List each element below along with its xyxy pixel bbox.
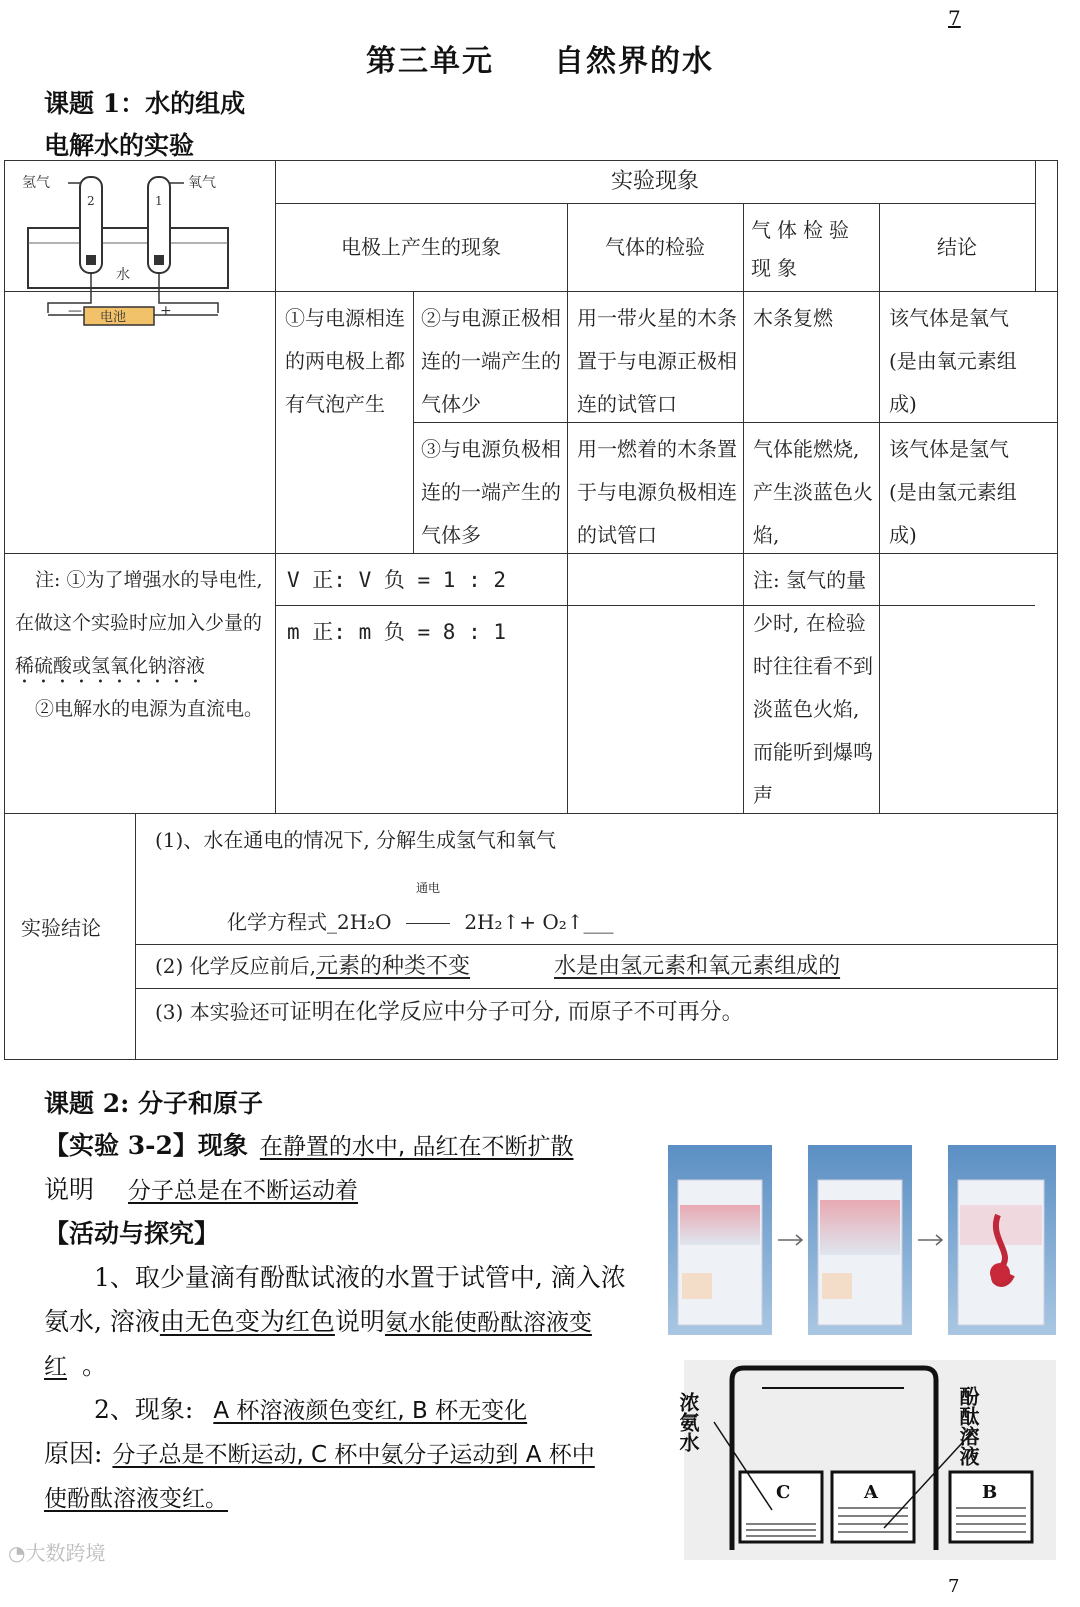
activity-item1-line1: 1、取少量滴有酚酞试液的水置于试管中, 滴入浓 xyxy=(94,1263,626,1292)
header-electrode: 电极上产生的现象 xyxy=(341,235,501,259)
lesson2-heading: 课题 2: 分子和原子 xyxy=(44,1089,264,1118)
activity-item2: 2、现象: A 杯溶液颜色变红, B 杯无变化 xyxy=(94,1395,528,1424)
svg-text:2: 2 xyxy=(87,194,95,208)
cell-note: 注: ①为了增强水的导电性, 在做这个实验时应加入少量的 稀硫酸或氢氧化钠溶液 ②电解水的电源为直流电。 xyxy=(15,569,264,720)
lesson1-heading: 课题 1：水的组成 xyxy=(44,89,246,118)
svg-text:氧气: 氧气 xyxy=(188,175,216,191)
header-conclusion: 结论 xyxy=(937,235,977,259)
experiment-explanation: 说明 分子总是在不断运动着 xyxy=(44,1175,359,1204)
chemical-equation: 化学方程式_2H₂O 通电 2H₂↑+ O₂↑___ xyxy=(227,881,614,934)
svg-text:酚酞溶液: 酚酞溶液 xyxy=(956,1386,980,1466)
svg-text:电池: 电池 xyxy=(100,310,127,325)
ammonia-phenolphthalein-diagram xyxy=(676,1360,1056,1560)
svg-text:—: — xyxy=(68,303,82,319)
cell-phenom2: ②与电源正极相 连的一端产生的 气体少 xyxy=(421,306,561,416)
svg-text:A: A xyxy=(864,1482,878,1503)
header-test-result: 气体检验现象 xyxy=(751,218,855,280)
conclusion-2: (2) 化学反应前后,元素的种类不变 水是由氢元素和氧元素组成的 xyxy=(155,954,841,979)
ratio-mass: m 正: m 负 = 8 : 1 xyxy=(287,620,507,644)
dye-diffusion-photo xyxy=(668,1145,1056,1345)
svg-text:1: 1 xyxy=(155,194,163,208)
page-title: 第三单元 自然界的水 xyxy=(366,44,714,79)
conclusion-3: (3) 本实验还可证明在化学反应中分子可分, 而原子不可再分。 xyxy=(155,1000,744,1025)
conclusion-1: (1)、水在通电的情况下, 分解生成氢气和氧气 xyxy=(155,828,557,852)
cell-concl3: 该气体是氢气 (是由氢元素组 成) xyxy=(889,437,1017,547)
cell-phenom1: ①与电源相连 的两电极上都 有气泡产生 xyxy=(285,306,405,416)
activity-item1-line3: 红 。 xyxy=(44,1351,108,1380)
cell-test2: 用一带火星的木条 置于与电源正极相 连的试管口 xyxy=(577,306,737,416)
svg-text:浓氨水: 浓氨水 xyxy=(676,1392,700,1452)
activity-heading: 【活动与探究】 xyxy=(44,1219,220,1248)
ratio-volume: V 正: V 负 = 1 : 2 xyxy=(287,568,507,592)
header-phenomena: 实验现象 xyxy=(610,169,699,194)
svg-text:氢气: 氢气 xyxy=(22,175,50,191)
activity-reason-line1: 原因: 分子总是不断运动, C 杯中氨分子运动到 A 杯中 xyxy=(44,1439,595,1468)
svg-text:+: + xyxy=(160,303,172,319)
header-gas-test: 气体的检验 xyxy=(605,235,705,259)
activity-item1-line2: 氨水, 溶液由无色变为红色说明氨水能使酚酞溶液变 xyxy=(44,1307,592,1336)
cell-note2: 注: 氢气的量 少时, 在检验 时往往看不到 淡蓝色火焰, 而能听到爆鸣 声 xyxy=(753,568,873,807)
cell-result2: 木条复燃 xyxy=(753,306,833,330)
svg-text:C: C xyxy=(776,1482,791,1503)
experiment-3-2: 【实验 3-2】现象 在静置的水中, 品红在不断扩散 xyxy=(44,1131,574,1160)
watermark: ◔大数跨境 xyxy=(8,1541,106,1565)
page-number-bottom: 7 xyxy=(948,1576,960,1597)
svg-text:B: B xyxy=(982,1482,998,1503)
cell-result3: 气体能燃烧, 产生淡蓝色火 焰, xyxy=(753,437,873,547)
svg-text:水: 水 xyxy=(116,267,130,283)
conclusion-label: 实验结论 xyxy=(21,916,101,940)
page-number-top: 7 xyxy=(948,6,961,30)
activity-reason-line2: 使酚酞溶液变红。 xyxy=(44,1486,228,1512)
cell-concl2: 该气体是氧气 (是由氧元素组 成) xyxy=(889,306,1017,416)
watermark-logo-icon: ◔ xyxy=(8,1541,26,1565)
cell-test3: 用一燃着的木条置 于与电源负极相连 的试管口 xyxy=(577,437,737,547)
electrolysis-apparatus-diagram xyxy=(8,163,276,338)
cell-phenom3: ③与电源负极相 连的一端产生的 气体多 xyxy=(421,437,561,547)
lesson1-subheading: 电解水的实验 xyxy=(44,131,195,160)
